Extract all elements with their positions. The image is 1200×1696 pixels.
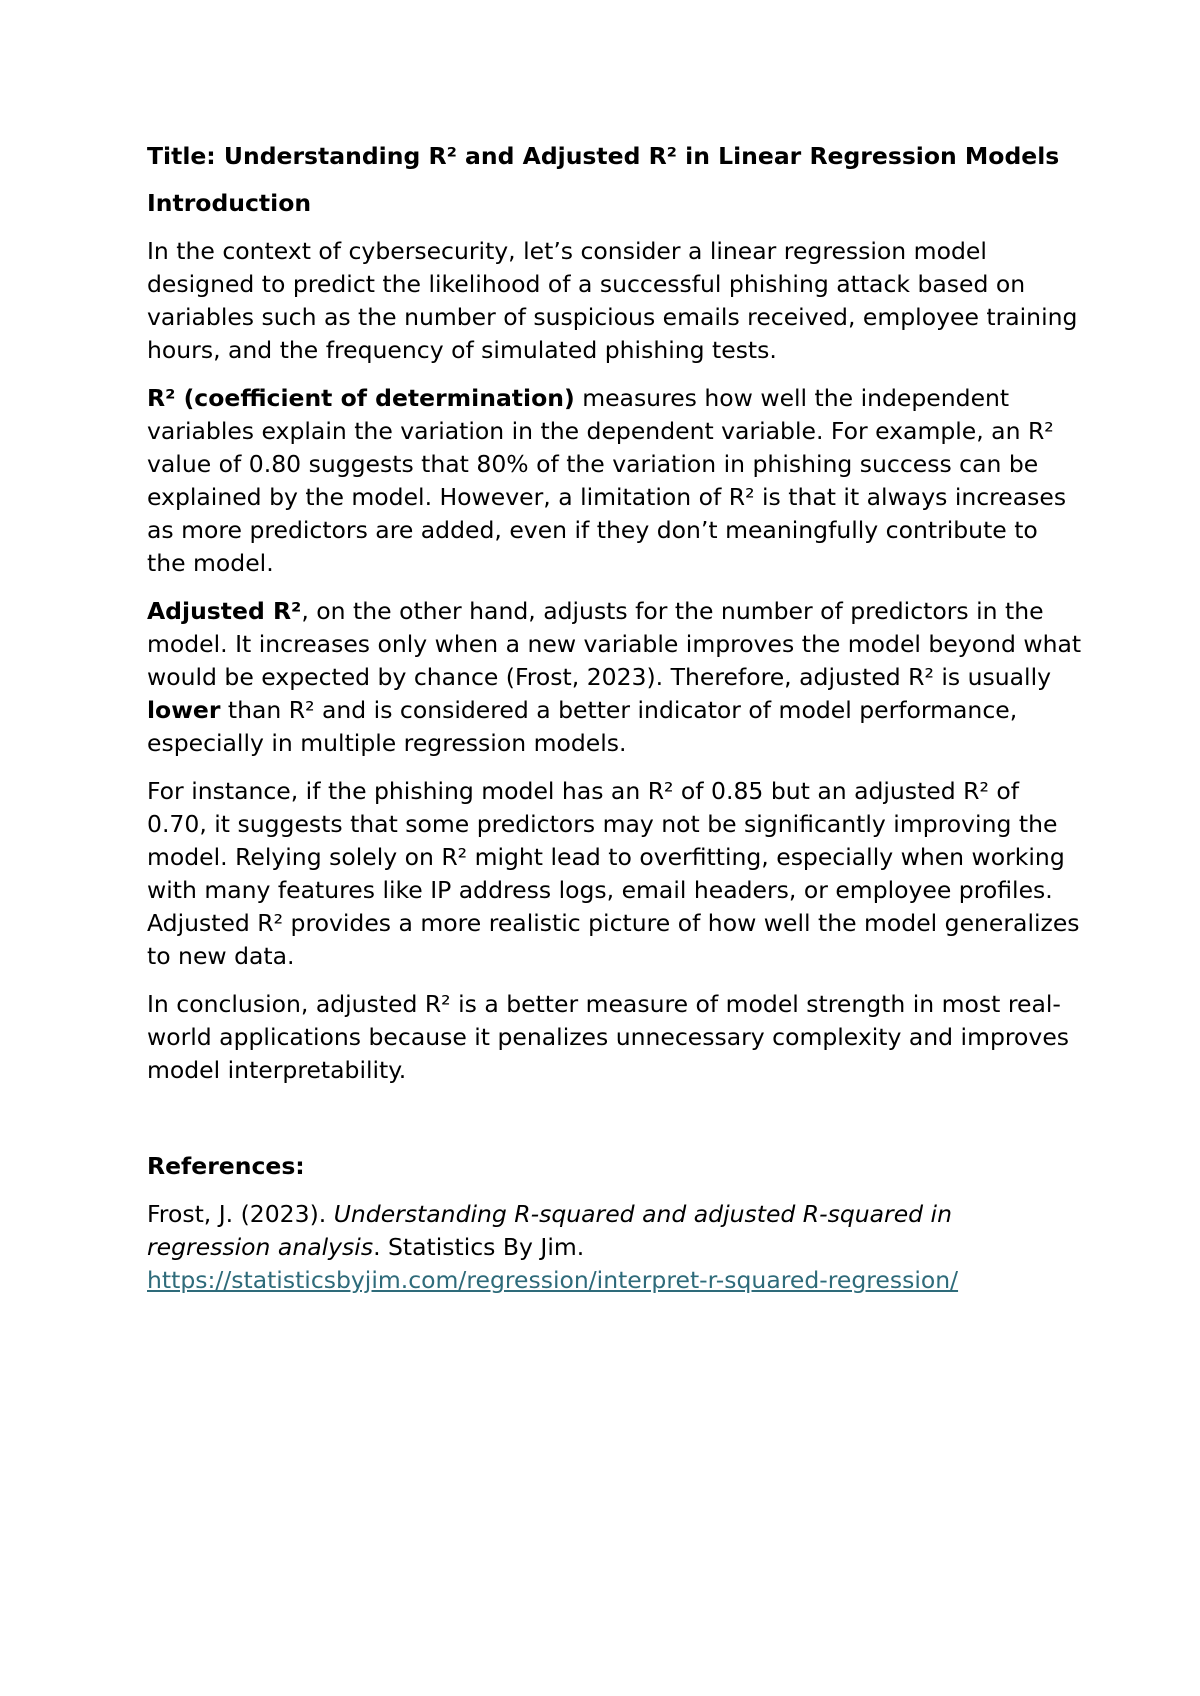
spacer — [147, 1102, 1082, 1150]
reference-entry — [147, 1198, 1082, 1297]
adjusted-r-squared-term: Adjusted R² — [147, 597, 302, 625]
paragraph-r-squared — [147, 382, 1082, 580]
paragraph-conclusion: In conclusion, adjusted R² is a better measure of model strength in most real-world applications because it penalizes unnecessary complexity and improves model interpretability. — [147, 990, 1070, 1084]
document-title: Title: Understanding R² and Adjusted R² in Linear Regression Models — [147, 142, 1060, 170]
paragraph-context: In the context of cybersecurity, let’s consider a linear regression model designed to predict the likelihood of a successful phishing attack based on variables such as the number of suspicious emails received, employee training hours, and the frequency of simulated phishing tests. — [147, 237, 1078, 364]
reference-author: Frost, J. (2023). — [147, 1200, 334, 1228]
paragraph-adjusted-r-squared — [147, 595, 1082, 760]
adjusted-text-b: than R² and is considered a better indicator of model performance, especially in multiple regression models. — [147, 696, 1018, 757]
reference-url-link[interactable]: https://statisticsbyjim.com/regression/interpret-r-squared-regression/ — [147, 1266, 959, 1294]
paragraph-example: For instance, if the phishing model has an R² of 0.85 but an adjusted R² of 0.70, it suggests that some predictors may not be significantly improving the model. Relying solely on R² might lead to overfitting, especially when working with many features like IP address logs, email headers, or employee profiles. Adjusted R² provides a more realistic picture of how well the model generalizes to new data. — [147, 777, 1080, 970]
r-squared-text: measures how well the independent variables explain the variation in the dependent variable. For example, an R² value of 0.80 suggests that 80% of the variation in phishing success can be explained by the model. However, a limitation of R² is that it always increases as more predictors are added, even if they don’t meaningfully contribute to the model. — [147, 384, 1067, 577]
introduction-heading: Introduction — [147, 189, 312, 217]
document-page — [147, 140, 1082, 1312]
r-squared-term: R² (coefficient of determination) — [147, 384, 575, 412]
lower-emphasis: lower — [147, 696, 221, 724]
references-heading: References: — [147, 1152, 305, 1180]
reference-title: Understanding R-squared and adjusted R-squared in regression analysis — [147, 1200, 952, 1261]
reference-publisher: . Statistics By Jim. — [373, 1233, 585, 1261]
adjusted-text-a: , on the other hand, adjusts for the number of predictors in the model. It increases only when a new variable improves the model beyond what would be expected by chance (Frost, 2023). Therefore, adjusted R² is usually — [147, 597, 1082, 691]
